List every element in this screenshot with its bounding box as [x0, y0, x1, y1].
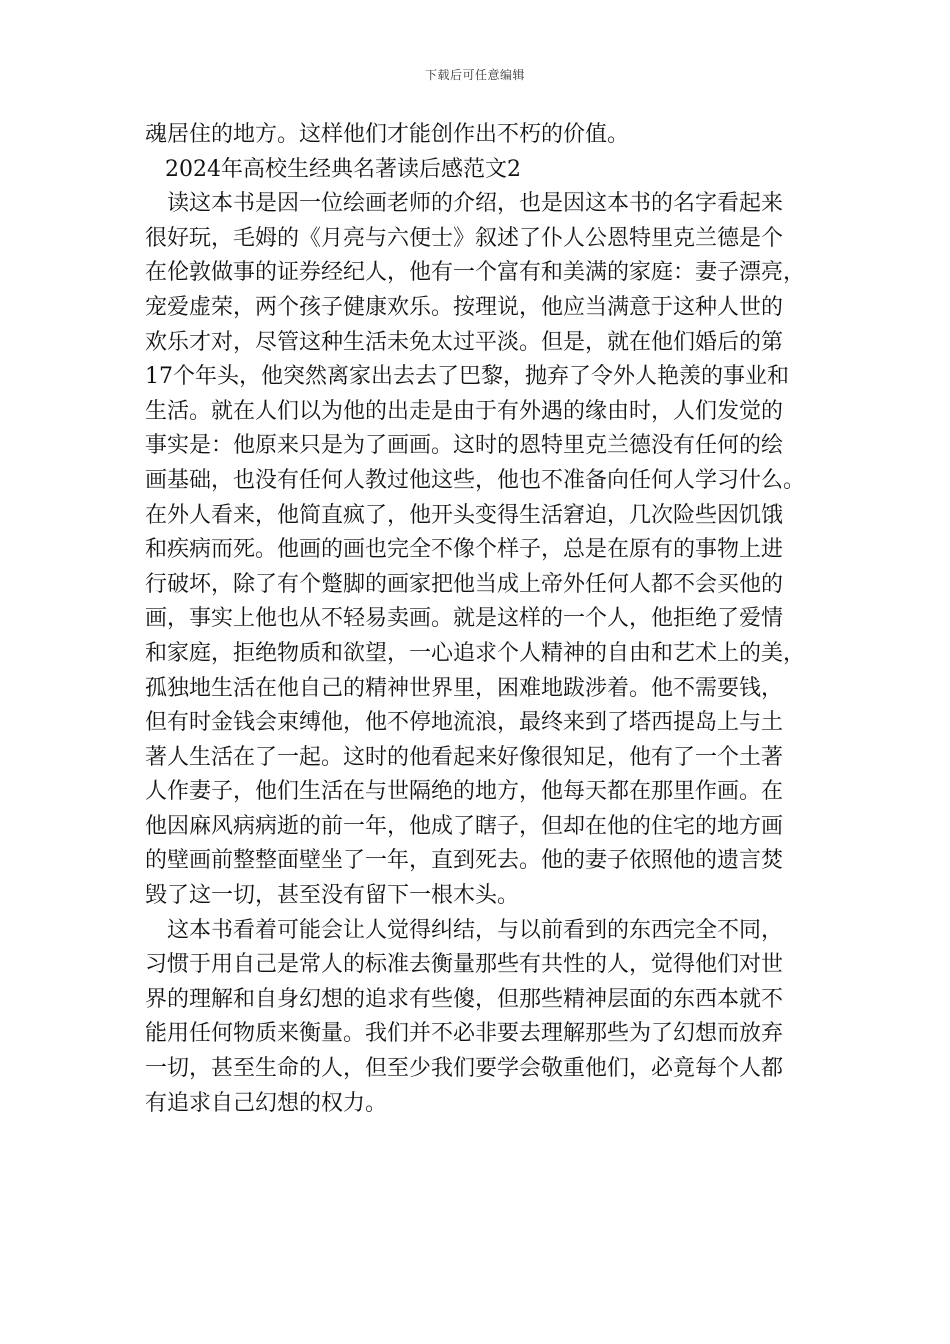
text-line: 能用任何物质来衡量。我们并不必非要去理解那些为了幻想而放弃 [145, 1021, 784, 1047]
text-line: 有追求自己幻想的权力。 [145, 1090, 388, 1116]
text-line: 在外人看来，他简直疯了，他开头变得生活窘迫，几次险些因饥饿 [145, 502, 784, 528]
text-line: 孤独地生活在他自己的精神世界里，困难地跋涉着。他不需要钱， [145, 675, 784, 701]
text-line: 但有时金钱会束缚他，他不停地流浪，最终来到了塔西提岛上与土 [145, 710, 784, 736]
text-line: 人作妻子，他们生活在与世隔绝的地方，他每天都在那里作画。在 [145, 779, 784, 805]
text-line: 宠爱虚荣，两个孩子健康欢乐。按理说，他应当满意于这种人世的 [145, 294, 784, 320]
text-line: 和疾病而死。他画的画也完全不像个样子，总是在原有的事物上进 [145, 537, 784, 563]
text-line: 的壁画前整整面壁坐了一年，直到死去。他的妻子依照他的遗言焚 [145, 848, 784, 874]
text-line: 这本书看着可能会让人觉得纠结，与以前看到的东西完全不同， [167, 917, 784, 943]
text-line: 和家庭，拒绝物质和欲望，一心追求个人精神的自由和艺术上的美， [145, 640, 806, 666]
text-line: 在伦敦做事的证券经纪人，他有一个富有和美满的家庭：妻子漂亮， [145, 260, 806, 286]
text-line: 欢乐才对，尽管这种生活未免太过平淡。但是，就在他们婚后的第 [145, 329, 784, 355]
text-line: 著人生活在了一起。这时的他看起来好像很知足，他有了一个土著 [145, 744, 784, 770]
text-line: 画，事实上他也从不轻易卖画。就是这样的一个人，他拒绝了爱情 [145, 606, 784, 632]
text-line: 很好玩，毛姆的《月亮与六便士》叙述了仆人公恩特里克兰德是个 [145, 225, 784, 251]
text-line: 魂居住的地方。这样他们才能创作出不朽的价值。 [145, 122, 630, 147]
section-title: 2024年高校生经典名著读后感范文2 [165, 156, 521, 182]
text-line: 生活。就在人们以为他的出走是由于有外遇的缘由时，人们发觉的 [145, 398, 784, 424]
text-line: 毁了这一切，甚至没有留下一根木头。 [145, 883, 520, 909]
text-line: 一切，甚至生命的人，但至少我们要学会敬重他们，必竟每个人都 [145, 1056, 784, 1082]
text-line: 界的理解和自身幻想的追求有些傻，但那些精神层面的东西本就不 [145, 986, 784, 1012]
text-line: 习惯于用自己是常人的标准去衡量那些有共性的人，觉得他们对世 [145, 952, 784, 978]
text-line: 读这本书是因一位绘画老师的介绍，也是因这本书的名字看起来 [167, 191, 784, 217]
text-line: 17个年头，他突然离家出去去了巴黎，抛弃了令外人艳羡的事业和 [145, 364, 789, 390]
text-line: 行破坏，除了有个蹩脚的画家把他当成上帝外任何人都不会买他的 [145, 571, 784, 597]
page-header: 下载后可任意编辑 [424, 68, 525, 82]
text-line: 事实是：他原来只是为了画画。这时的恩特里克兰德没有任何的绘 [145, 433, 784, 459]
document-body [145, 118, 825, 1121]
text-line: 他因麻风病病逝的前一年，他成了瞎子，但却在他的住宅的地方画 [145, 813, 784, 839]
text-line: 画基础，也没有任何人教过他这些，他也不准备向任何人学习什么。 [145, 467, 806, 493]
